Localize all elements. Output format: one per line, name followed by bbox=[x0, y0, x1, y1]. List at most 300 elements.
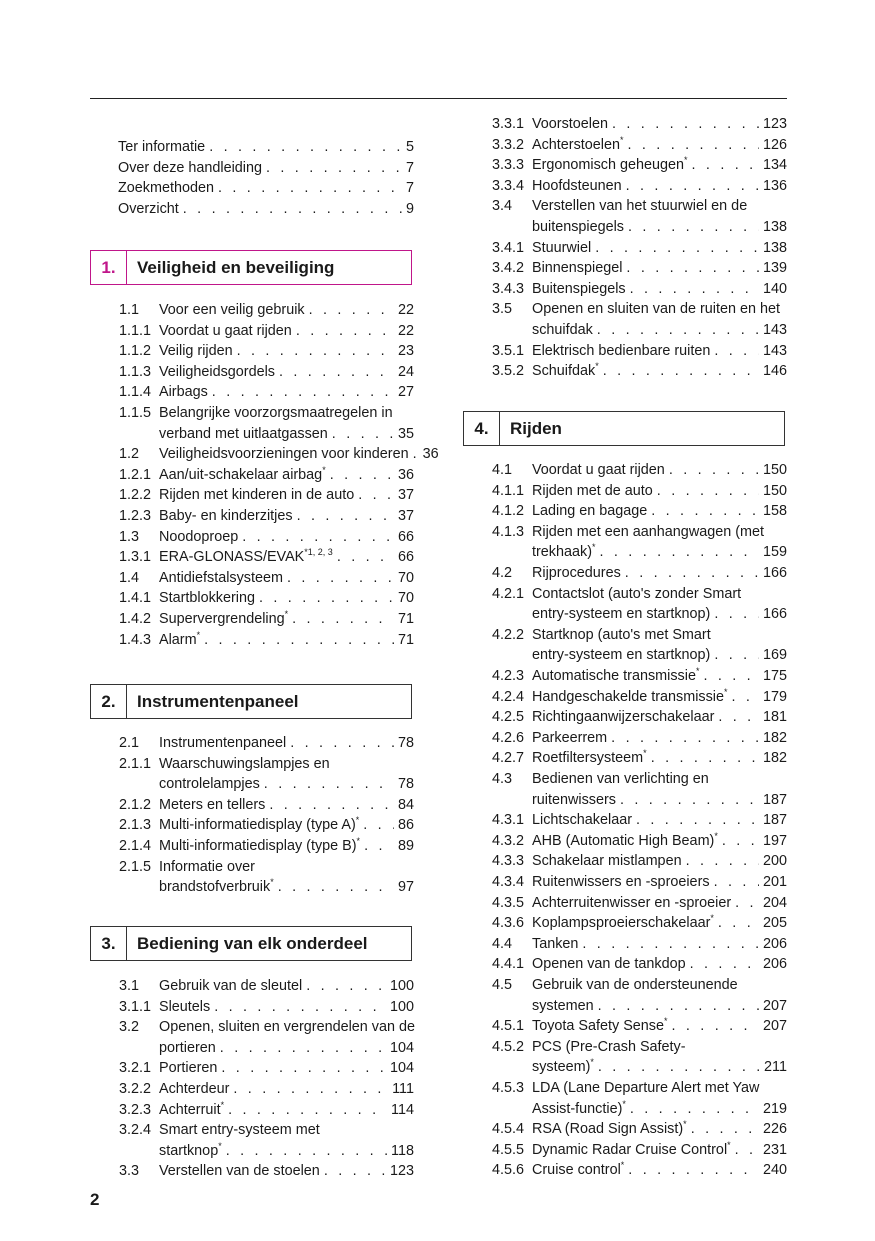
dot-leader bbox=[657, 481, 759, 501]
toc-entry-title: Alarm bbox=[159, 631, 197, 648]
toc-entry bbox=[463, 460, 787, 480]
chapter-heading-2 bbox=[90, 684, 412, 719]
toc-entry-title: Schakelaar mistlampen bbox=[532, 853, 682, 870]
toc-entry-title: Parkeerrem bbox=[532, 729, 608, 746]
toc-entry-title: Veiligheidsvoorzieningen voor kinderen bbox=[159, 446, 409, 463]
toc-entry-title: systeem) bbox=[532, 1059, 591, 1076]
toc-entry-page: 158 bbox=[762, 503, 787, 520]
toc-entry-title: Tanken bbox=[532, 935, 579, 952]
toc-entry bbox=[463, 934, 787, 954]
footnote-marker: * bbox=[218, 1140, 222, 1151]
toc-entry-page: 205 bbox=[762, 915, 787, 932]
toc-entry-number: 1.3 bbox=[119, 528, 140, 545]
toc-entry-page: 211 bbox=[764, 1059, 787, 1076]
dot-leader bbox=[209, 137, 402, 157]
toc-entry-number: 3.3.2 bbox=[492, 136, 525, 153]
toc-entry bbox=[90, 877, 414, 897]
dot-leader bbox=[214, 997, 386, 1017]
toc-entry-page: 139 bbox=[762, 260, 787, 277]
dot-leader bbox=[718, 913, 759, 933]
toc-entry bbox=[463, 996, 787, 1016]
footnote-marker: * bbox=[355, 815, 360, 826]
toc-entry bbox=[463, 176, 787, 196]
footnote-marker: * bbox=[284, 609, 289, 619]
toc-entry-title: Openen, sluiten en vergrendelen van de bbox=[159, 1019, 416, 1036]
toc-entry-number: 4.3.2 bbox=[492, 832, 525, 849]
dot-leader bbox=[595, 238, 759, 258]
toc-entry bbox=[463, 563, 787, 583]
toc-entry bbox=[463, 1119, 787, 1139]
toc-entry-title: ERA-GLONASS/EVAK bbox=[159, 549, 305, 566]
toc-entry bbox=[463, 584, 787, 604]
footnote-marker: *1, 2, 3 bbox=[304, 547, 333, 558]
toc-entry-title: Meters en tellers bbox=[159, 796, 266, 813]
toc-entry bbox=[463, 522, 787, 542]
toc-entry-number: 3.2.1 bbox=[119, 1060, 152, 1077]
toc-entry bbox=[463, 687, 787, 707]
toc-entry-page: 138 bbox=[762, 239, 787, 256]
toc-entry-page: 207 bbox=[762, 1018, 787, 1035]
toc-entry-page: 114 bbox=[391, 1101, 414, 1118]
toc-entry-number: 4.1.1 bbox=[492, 482, 525, 499]
toc-entry-page: 37 bbox=[397, 487, 414, 504]
toc-entry-title: Aan/uit-schakelaar airbag bbox=[159, 466, 323, 483]
toc-entry-page: 200 bbox=[762, 853, 787, 870]
toc-entry-title: Stuurwiel bbox=[532, 239, 592, 256]
toc-entry-number: 2.1 bbox=[119, 735, 140, 751]
dot-leader bbox=[714, 872, 759, 892]
dot-leader bbox=[233, 1079, 388, 1099]
footnote-marker: * bbox=[727, 1139, 731, 1150]
toc-entry-number: 1.2.3 bbox=[119, 508, 152, 524]
toc-entry-page: 66 bbox=[397, 549, 414, 566]
toc-entry bbox=[90, 382, 414, 402]
toc-entry-number: 3.3 bbox=[119, 1163, 140, 1180]
toc-entry-page: 5 bbox=[405, 139, 414, 155]
toc-entry bbox=[90, 630, 414, 650]
toc-entry bbox=[90, 178, 414, 198]
toc-entry-title: Ter informatie bbox=[118, 139, 206, 155]
dot-leader bbox=[626, 258, 759, 278]
toc-entry bbox=[463, 872, 787, 892]
dot-leader bbox=[718, 707, 759, 727]
toc-entry-number: 4.3.1 bbox=[492, 812, 525, 829]
toc-entry-title: Achterdeur bbox=[159, 1081, 230, 1097]
footnote-marker: * bbox=[592, 542, 596, 553]
toc-entry-page: 104 bbox=[389, 1039, 414, 1056]
toc-entry bbox=[463, 361, 787, 381]
toc-entry-number: 4.1.2 bbox=[492, 503, 525, 520]
toc-entry bbox=[463, 299, 787, 319]
toc-entry-number: 3.1 bbox=[119, 978, 140, 994]
toc-entry-title: Verstellen van het stuurwiel en de bbox=[532, 198, 748, 215]
toc-entry-title: Achterruitenwisser en -sproeier bbox=[532, 894, 732, 911]
toc-entry-page: 35 bbox=[397, 425, 414, 442]
toc-entry-number: 3.3.3 bbox=[492, 157, 525, 174]
toc-entry bbox=[463, 196, 787, 216]
toc-entry bbox=[463, 645, 787, 665]
toc-entry-title: RSA (Road Sign Assist) bbox=[532, 1121, 684, 1138]
toc-entry-page: 138 bbox=[762, 219, 787, 235]
toc-entry-title: schuifdak bbox=[532, 322, 593, 338]
toc-entry bbox=[90, 506, 414, 526]
dot-leader bbox=[306, 976, 386, 996]
toc-entry-page: 37 bbox=[397, 508, 414, 524]
footnote-marker: * bbox=[595, 361, 599, 372]
toc-entry bbox=[463, 481, 787, 501]
page-number: 2 bbox=[90, 1190, 100, 1209]
toc-entry-page: 143 bbox=[762, 342, 787, 359]
toc-entry-title: Startknop (auto's met Smart bbox=[532, 626, 711, 643]
toc-entry-number: 4.4.1 bbox=[492, 956, 525, 973]
toc-entry-page: 111 bbox=[392, 1081, 414, 1097]
dot-leader bbox=[669, 460, 759, 480]
toc-entry bbox=[463, 748, 787, 768]
dot-leader bbox=[714, 604, 759, 624]
toc-entry-title: Bedienen van verlichting en bbox=[532, 771, 709, 787]
dot-leader bbox=[242, 527, 394, 547]
dot-leader bbox=[672, 1016, 759, 1036]
toc-entry-title: Cruise control bbox=[532, 1162, 621, 1179]
toc-entry bbox=[463, 728, 787, 748]
toc-entry-title: Voordat u gaat rijden bbox=[159, 322, 292, 339]
dot-leader bbox=[651, 748, 759, 768]
toc-entry bbox=[463, 501, 787, 521]
dot-leader bbox=[598, 1057, 760, 1077]
chapter-title: Bediening van elk onderdeel bbox=[137, 933, 368, 953]
toc-entry-number: 2.1.2 bbox=[119, 796, 152, 813]
toc-entry-page: 123 bbox=[389, 1163, 414, 1180]
dot-leader bbox=[690, 954, 759, 974]
toc-entry-number: 3.4 bbox=[492, 198, 513, 215]
dot-leader bbox=[337, 547, 394, 567]
dot-leader bbox=[636, 810, 759, 830]
toc-entry-title: Portieren bbox=[159, 1060, 218, 1077]
toc-entry-number: 4.3.5 bbox=[492, 894, 525, 911]
toc-entry-number: 4.5.1 bbox=[492, 1018, 525, 1035]
chapter-title: Instrumentenpaneel bbox=[137, 691, 299, 711]
toc-entry-number: 4.2 bbox=[492, 565, 513, 581]
toc-entry-title: entry-systeem en startknop) bbox=[532, 606, 711, 623]
toc-entry bbox=[90, 754, 414, 774]
toc-entry-number: 4.3 bbox=[492, 771, 513, 787]
toc-entry-page: 78 bbox=[397, 776, 414, 793]
toc-entry-page: 150 bbox=[762, 462, 787, 478]
toc-entry bbox=[463, 258, 787, 278]
toc-entry-number: 4.2.4 bbox=[492, 688, 525, 705]
dot-leader bbox=[625, 563, 759, 583]
footnote-marker: * bbox=[714, 830, 718, 841]
toc-entry-page: 179 bbox=[762, 688, 787, 705]
dot-leader bbox=[703, 666, 759, 686]
dot-leader bbox=[296, 321, 394, 341]
toc-entry-title: Noodoproep bbox=[159, 528, 239, 545]
toc-entry-number: 3.1.1 bbox=[119, 998, 152, 1015]
toc-entry-number: 1.1.5 bbox=[119, 405, 152, 421]
toc-entry-title: Ruitenwissers en -sproeiers bbox=[532, 874, 710, 890]
toc-entry-number: 4.3.6 bbox=[492, 915, 525, 932]
toc-entry-title: Belangrijke voorzorgsmaatregelen in bbox=[159, 405, 393, 421]
toc-entry-page: 182 bbox=[762, 750, 787, 767]
toc-entry-number: 1.1.1 bbox=[119, 322, 152, 339]
dot-leader bbox=[611, 728, 759, 748]
toc-entry bbox=[463, 831, 787, 851]
chapter-heading-3 bbox=[90, 926, 412, 961]
chapter-number: 2. bbox=[91, 685, 127, 718]
toc-entry-title: Lichtschakelaar bbox=[532, 812, 632, 829]
dot-leader bbox=[259, 588, 394, 608]
toc-entry-number: 4.5.4 bbox=[492, 1121, 525, 1138]
toc-entry-page: 166 bbox=[762, 565, 787, 581]
toc-entry bbox=[463, 851, 787, 871]
footnote-marker: * bbox=[643, 748, 647, 759]
toc-entry-title: Achterruit bbox=[159, 1101, 221, 1118]
toc-entry-number: 1.4.2 bbox=[119, 611, 152, 627]
toc-entry bbox=[90, 568, 414, 588]
dot-leader bbox=[292, 609, 394, 629]
toc-entry-page: 70 bbox=[397, 590, 414, 607]
toc-entry-title: Over deze handleiding bbox=[118, 159, 263, 176]
toc-entry-page: 22 bbox=[397, 302, 414, 318]
toc-entry bbox=[463, 279, 787, 299]
toc-entry bbox=[90, 1161, 414, 1181]
dot-leader bbox=[183, 199, 402, 219]
toc-entry-title: brandstofverbruik bbox=[159, 879, 271, 896]
toc-entry-number: 4.3.4 bbox=[492, 874, 525, 890]
toc-entry-title: Schuifdak bbox=[532, 363, 596, 380]
toc-entry-title: Rijprocedures bbox=[532, 565, 621, 581]
toc-entry bbox=[90, 403, 414, 423]
toc-entry bbox=[90, 609, 414, 629]
toc-entry-number: 2.1.4 bbox=[119, 838, 152, 854]
toc-entry-number: 3.3.1 bbox=[492, 116, 525, 132]
chapter-title: Rijden bbox=[510, 418, 562, 438]
toc-entry-number: 4.3.3 bbox=[492, 853, 525, 870]
dot-leader bbox=[735, 1140, 759, 1160]
toc-entry-number: 4.1.3 bbox=[492, 523, 525, 540]
dot-leader bbox=[364, 836, 394, 856]
toc-entry bbox=[463, 707, 787, 727]
toc-entry bbox=[90, 199, 414, 219]
chapter-heading-1 bbox=[90, 250, 412, 285]
toc-entry-page: 219 bbox=[762, 1100, 787, 1117]
toc-entry-number: 1.4.1 bbox=[119, 590, 152, 607]
toc-entry bbox=[463, 625, 787, 645]
dot-leader bbox=[266, 158, 402, 178]
toc-entry bbox=[90, 1058, 414, 1078]
toc-entry bbox=[90, 588, 414, 608]
dot-leader bbox=[228, 1100, 387, 1120]
toc-entry-number: 1.1.2 bbox=[119, 343, 152, 360]
toc-entry bbox=[90, 795, 414, 815]
footnote-marker: * bbox=[710, 913, 714, 924]
toc-entry bbox=[90, 547, 414, 567]
toc-entry bbox=[463, 1016, 787, 1036]
toc-entry-title: Gebruik van de sleutel bbox=[159, 978, 303, 994]
dot-leader bbox=[628, 135, 759, 155]
toc-entry-title: Openen van de tankdop bbox=[532, 956, 686, 973]
toc-entry-number: 4.4 bbox=[492, 935, 513, 952]
toc-entry bbox=[463, 320, 787, 340]
dot-leader bbox=[330, 465, 394, 485]
toc-entry-title: Toyota Safety Sense bbox=[532, 1018, 664, 1035]
toc-entry-title: Automatische transmissie bbox=[532, 668, 696, 684]
toc-entry-page: 140 bbox=[762, 280, 787, 297]
dot-leader bbox=[620, 790, 759, 810]
toc-entry bbox=[90, 321, 414, 341]
toc-entry bbox=[463, 1057, 787, 1077]
toc-entry-page: 100 bbox=[389, 978, 414, 994]
toc-entry-number: 4.1 bbox=[492, 462, 513, 478]
toc-entry bbox=[90, 137, 414, 157]
dot-leader bbox=[714, 645, 759, 665]
dot-leader bbox=[691, 1119, 759, 1139]
toc-entry bbox=[463, 954, 787, 974]
toc-entry-title: Roetfiltersysteem bbox=[532, 750, 644, 767]
toc-entry bbox=[90, 485, 414, 505]
toc-entry-title: Assist-functie) bbox=[532, 1100, 623, 1117]
dot-leader bbox=[226, 1141, 387, 1161]
toc-entry-page: 70 bbox=[397, 569, 414, 586]
toc-entry bbox=[463, 135, 787, 155]
dot-leader bbox=[212, 382, 394, 402]
toc-entry-title: Rijden met een aanhangwagen (met bbox=[532, 523, 764, 540]
footnote-marker: * bbox=[683, 1119, 687, 1130]
toc-entry-page: 169 bbox=[762, 647, 787, 664]
toc-entry-page: 7 bbox=[405, 180, 414, 197]
toc-entry-page: 22 bbox=[397, 322, 414, 339]
toc-entry-page: 201 bbox=[762, 874, 787, 890]
toc-entry-page: 197 bbox=[762, 832, 787, 849]
toc-entry-title: Startblokkering bbox=[159, 590, 255, 607]
chapter-heading-4 bbox=[463, 411, 785, 446]
toc-entry-page: 104 bbox=[389, 1060, 414, 1077]
dot-leader bbox=[628, 1160, 759, 1180]
toc-entry-page: 23 bbox=[397, 343, 414, 360]
toc-entry-page: 240 bbox=[762, 1162, 787, 1179]
toc-entry bbox=[463, 542, 787, 562]
toc-entry-number: 4.2.3 bbox=[492, 668, 525, 684]
toc-entry-number: 4.2.6 bbox=[492, 729, 525, 746]
toc-entry-title: Richtingaanwijzerschakelaar bbox=[532, 709, 715, 726]
toc-entry-title: buitenspiegels bbox=[532, 219, 625, 235]
toc-entry-number: 3.2.4 bbox=[119, 1122, 152, 1139]
toc-entry-title: LDA (Lane Departure Alert met Yaw bbox=[532, 1080, 760, 1096]
toc-entry bbox=[90, 976, 414, 996]
toc-entry-page: 231 bbox=[762, 1141, 787, 1158]
dot-leader bbox=[628, 217, 759, 237]
footnote-marker: * bbox=[220, 1099, 225, 1110]
toc-entry-page: 187 bbox=[762, 791, 787, 808]
dot-leader bbox=[582, 934, 759, 954]
toc-entry-title: trekhaak) bbox=[532, 544, 592, 561]
dot-leader bbox=[732, 687, 759, 707]
dot-leader bbox=[603, 361, 759, 381]
footnote-marker: * bbox=[196, 629, 201, 640]
toc-entry-title: systemen bbox=[532, 997, 594, 1014]
toc-entry-number: 4.5.3 bbox=[492, 1080, 525, 1096]
chapter-number: 3. bbox=[91, 927, 127, 960]
toc-entry-title: startknop bbox=[159, 1142, 219, 1159]
toc-entry bbox=[90, 444, 439, 464]
toc-entry-title: Rijden met de auto bbox=[532, 482, 653, 499]
toc-entry-title: Veilig rijden bbox=[159, 343, 233, 360]
toc-entry-page: 84 bbox=[397, 796, 414, 813]
dot-leader bbox=[204, 630, 394, 650]
dot-leader bbox=[413, 444, 419, 464]
dot-leader bbox=[269, 795, 394, 815]
dot-leader bbox=[598, 996, 759, 1016]
toc-entry-page: 182 bbox=[762, 729, 787, 746]
toc-entry-page: 204 bbox=[762, 894, 787, 911]
toc-entry bbox=[90, 815, 414, 835]
toc-entry-number: 3.2.2 bbox=[119, 1081, 152, 1097]
footnote-marker: * bbox=[356, 836, 361, 846]
toc-entry-page: 166 bbox=[762, 606, 787, 623]
toc-entry-title: Koplampsproeierschakelaar bbox=[532, 915, 711, 932]
toc-entry bbox=[463, 238, 787, 258]
footnote-marker: * bbox=[723, 686, 728, 697]
toc-entry-page: 146 bbox=[762, 363, 787, 380]
toc-entry-title: entry-systeem en startknop) bbox=[532, 647, 711, 664]
toc-entry bbox=[463, 913, 787, 933]
toc-entry-number: 4.5 bbox=[492, 977, 513, 993]
toc-entry-page: 206 bbox=[762, 956, 787, 973]
toc-entry-number: 3.4.1 bbox=[492, 239, 525, 256]
toc-entry-title: Voorstoelen bbox=[532, 116, 609, 132]
toc-entry-title: Supervergrendeling bbox=[159, 611, 285, 627]
dot-leader bbox=[686, 851, 759, 871]
toc-entry-number: 1.4 bbox=[119, 569, 140, 586]
dot-leader bbox=[237, 341, 394, 361]
toc-entry-title: ruitenwissers bbox=[532, 791, 616, 808]
toc-entry bbox=[463, 810, 787, 830]
toc-entry-title: Elektrisch bedienbare ruiten bbox=[532, 342, 711, 359]
toc-entry-page: 27 bbox=[397, 384, 414, 401]
toc-entry-number: 3.5 bbox=[492, 301, 513, 318]
toc-entry-number: 3.2 bbox=[119, 1019, 140, 1036]
toc-entry-page: 143 bbox=[762, 322, 787, 338]
toc-entry-page: 86 bbox=[397, 817, 414, 834]
dot-leader bbox=[630, 1099, 759, 1119]
toc-entry-page: 187 bbox=[762, 812, 787, 829]
toc-entry-title: AHB (Automatic High Beam) bbox=[532, 832, 715, 849]
dot-leader bbox=[297, 506, 394, 526]
footnote-marker: * bbox=[664, 1016, 668, 1027]
toc-entry-page: 36 bbox=[422, 446, 439, 463]
footnote-marker: * bbox=[590, 1057, 594, 1068]
toc-entry bbox=[90, 1120, 414, 1140]
top-rule bbox=[90, 98, 787, 99]
toc-entry-title: portieren bbox=[159, 1039, 216, 1056]
toc-entry-page: 136 bbox=[762, 177, 787, 194]
toc-entry-title: Airbags bbox=[159, 384, 208, 401]
toc-entry-title: Baby- en kinderzitjes bbox=[159, 508, 293, 524]
toc-entry-number: 2.1.3 bbox=[119, 817, 152, 834]
footnote-marker: * bbox=[622, 1098, 626, 1109]
toc-entry-title: Antidiefstalsysteem bbox=[159, 569, 283, 586]
dot-leader bbox=[358, 485, 394, 505]
toc-entry-title: PCS (Pre-Crash Safety- bbox=[532, 1038, 686, 1055]
footnote-marker: * bbox=[270, 877, 274, 888]
toc-entry-title: Handgeschakelde transmissie bbox=[532, 688, 724, 705]
footnote-marker: * bbox=[620, 1160, 625, 1171]
toc-entry bbox=[90, 1141, 414, 1161]
dot-leader bbox=[630, 279, 759, 299]
toc-entry-number: 1.1.3 bbox=[119, 363, 152, 380]
dot-leader bbox=[722, 831, 759, 851]
toc-entry-number: 3.4.2 bbox=[492, 260, 525, 277]
